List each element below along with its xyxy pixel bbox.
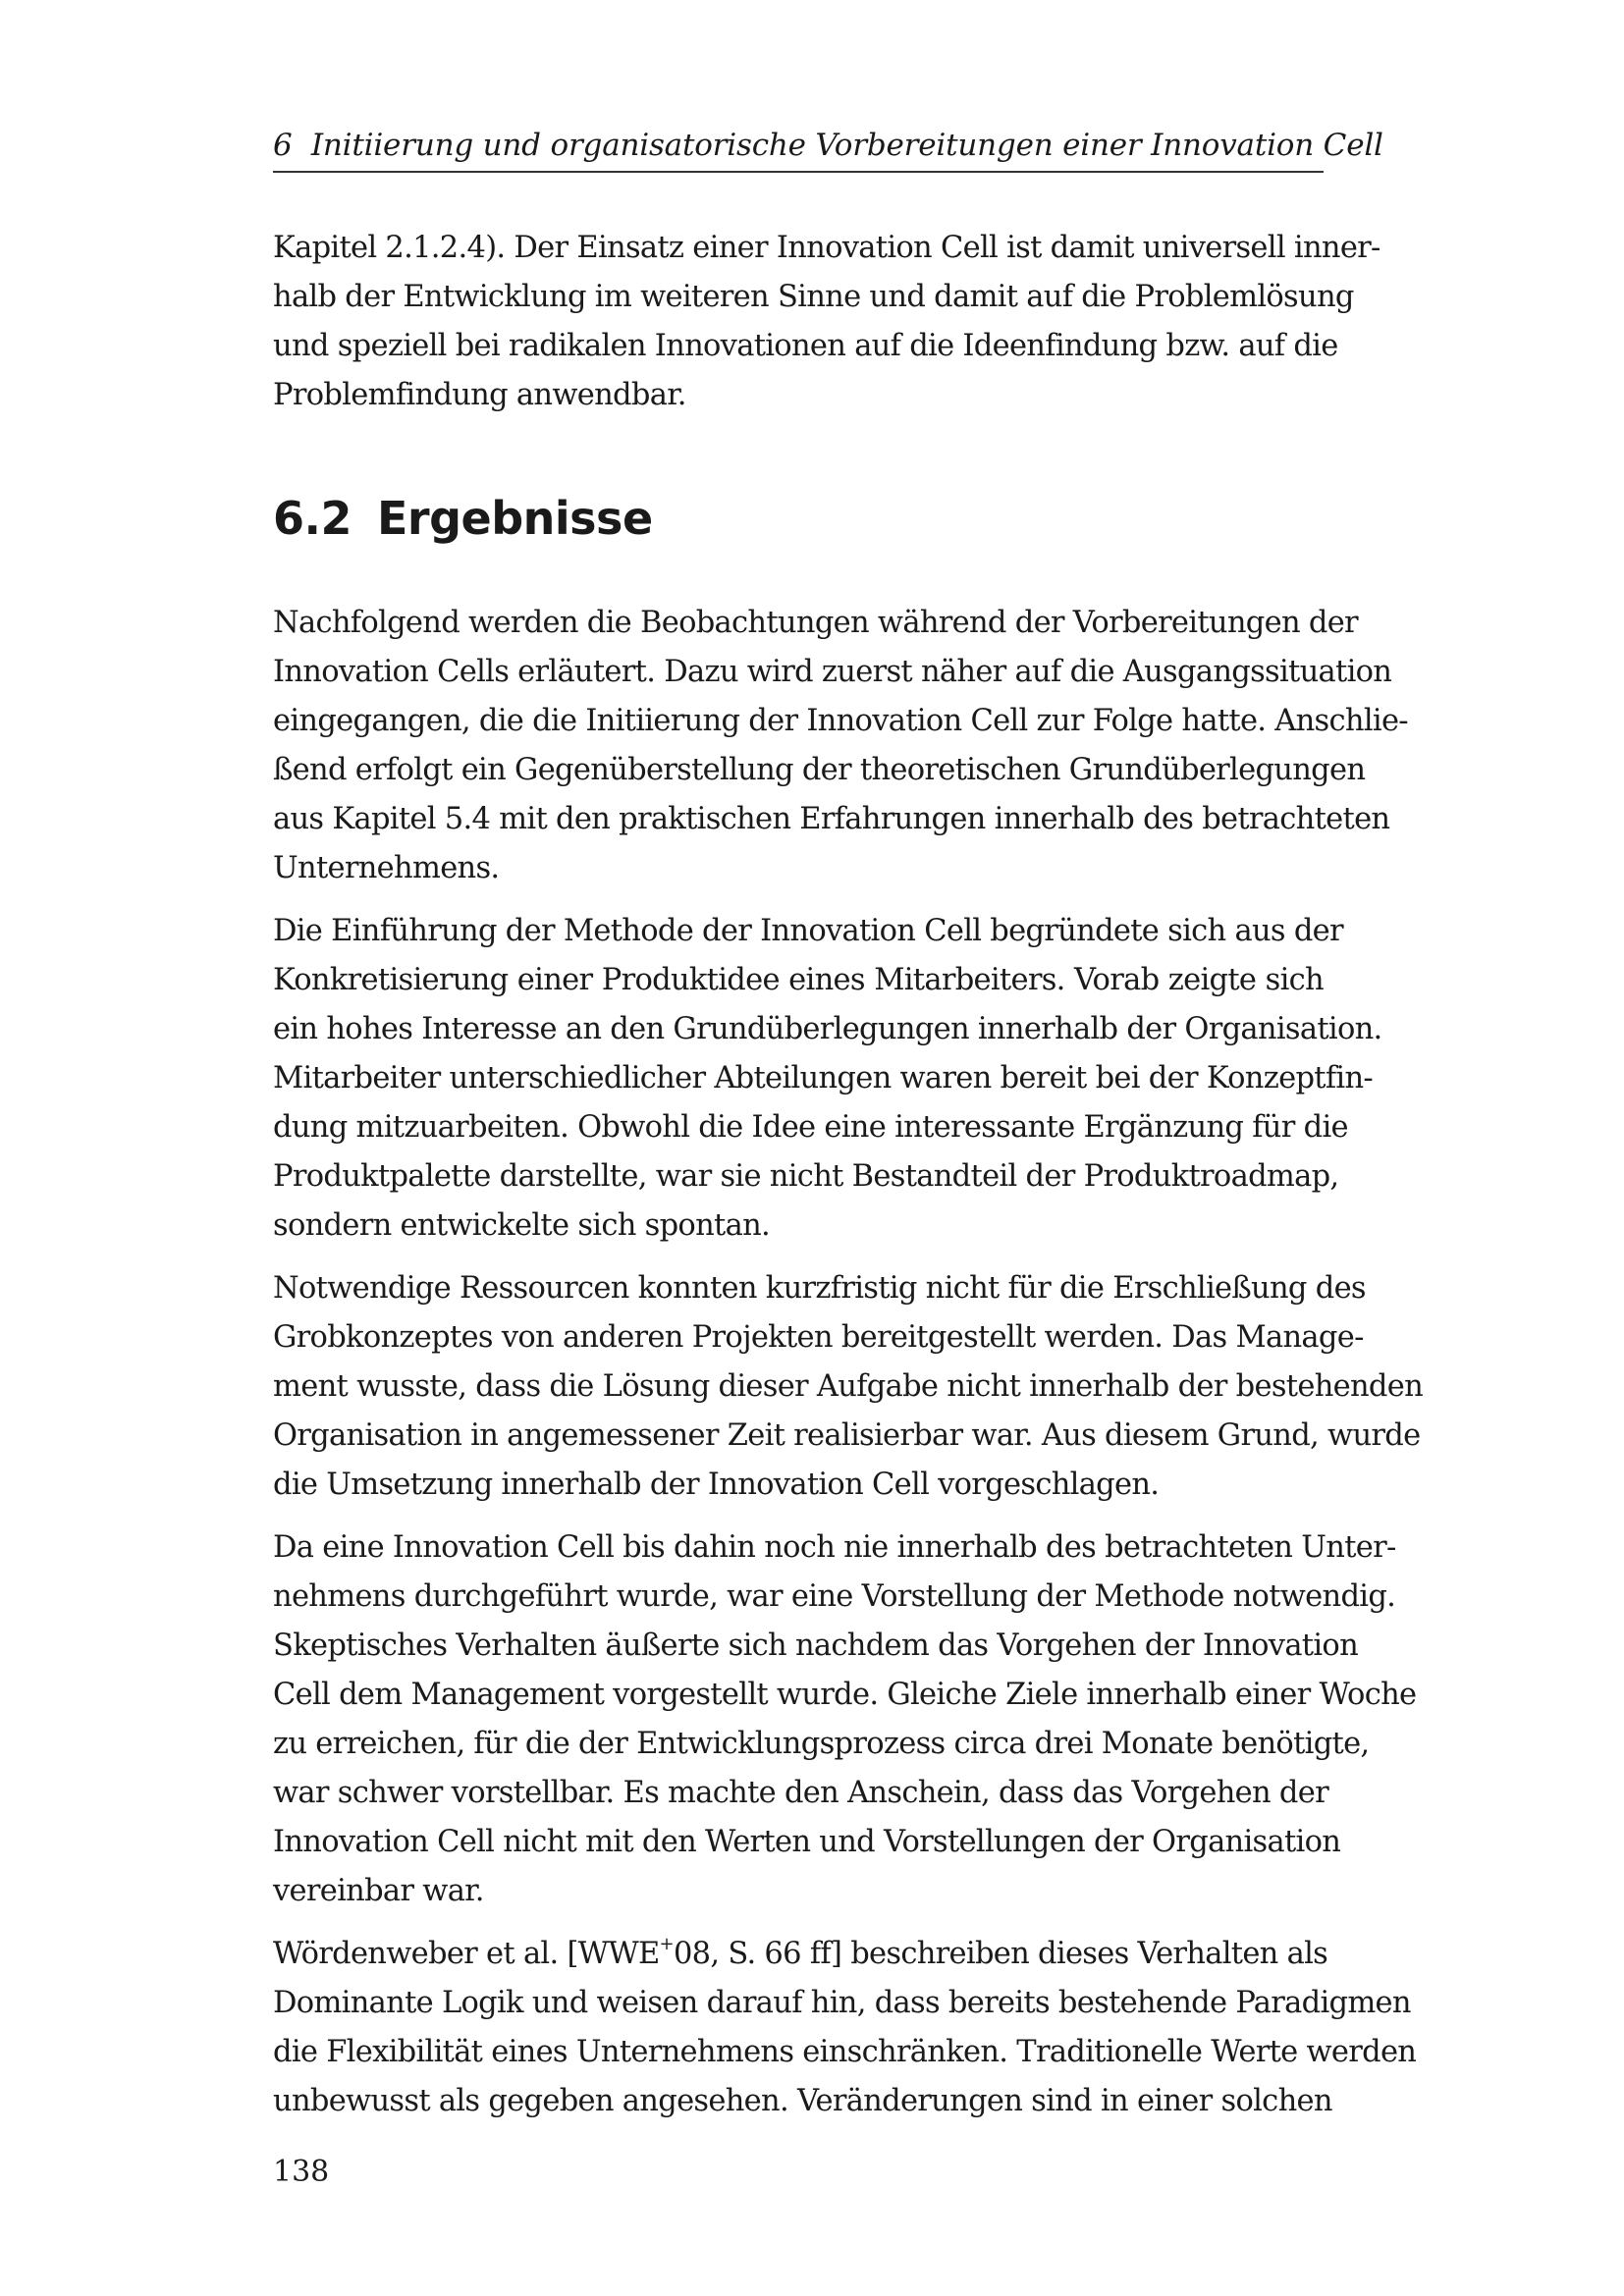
text-line: sondern entwickelte sich spontan. (273, 1208, 771, 1243)
text-line: die Umsetzung innerhalb der Innovation Cell vorgeschlagen. (273, 1468, 1160, 1502)
paragraph (273, 907, 1382, 1251)
text-line: Organisation in angemessener Zeit realisierbar war. Aus diesem Grund, wurde (273, 1418, 1421, 1453)
paragraph (273, 599, 1408, 893)
text-line: dung mitzuarbeiten. Obwohl die Idee eine interessante Ergänzung für die (273, 1110, 1348, 1145)
citation-superscript: + (659, 1934, 674, 1954)
paragraph (273, 1264, 1424, 1510)
text-line: Die Einführung der Methode der Innovation Cell begründete sich aus der (273, 914, 1343, 948)
text-line: Innovation Cells erläutert. Dazu wird zuerst näher auf die Ausgangssituation (273, 655, 1392, 689)
text-line: nehmens durchgeführt wurde, war eine Vorstellung der Methode notwendig. (273, 1579, 1396, 1614)
paragraph (273, 1523, 1417, 1916)
chapter-title: Initiierung und organisatorische Vorbereitungen einer Innovation Cell (310, 128, 1383, 163)
text-line: Produktpalette darstellte, war sie nicht Bestandteil der Produktroadmap, (273, 1159, 1339, 1194)
section-heading (273, 489, 1324, 548)
text-line: unbewusst als gegeben angesehen. Veränderungen sind in einer solchen (273, 2084, 1332, 2118)
text-line: ßend erfolgt ein Gegenüberstellung der theoretischen Grundüberlegungen (273, 753, 1366, 787)
text-line: eingegangen, die die Initiierung der Innovation Cell zur Folge hatte. Anschlie- (273, 704, 1408, 738)
text-line: Unternehmens. (273, 851, 500, 885)
page-body (273, 224, 1424, 2140)
text-line (273, 1930, 1328, 1979)
text-line: Grobkonzeptes von anderen Projekten bereitgestellt werden. Das Manage- (273, 1320, 1364, 1355)
text-fragment: Wördenweber et al. [WWE (273, 1937, 660, 1971)
page-number: 138 (273, 2155, 330, 2189)
text-line: war schwer vorstellbar. Es machte den Anschein, dass das Vorgehen der (273, 1776, 1328, 1810)
text-line: Mitarbeiter unterschiedlicher Abteilungen waren bereit bei der Konzeptfin- (273, 1061, 1374, 1095)
text-line: Cell dem Management vorgestellt wurde. Gleiche Ziele innerhalb einer Woche (273, 1678, 1417, 1712)
text-line: Innovation Cell nicht mit den Werten und Vorstellungen der Organisation (273, 1825, 1341, 1859)
section-title: Ergebnisse (377, 492, 653, 545)
text-fragment: 08, S. 66 ff] beschreiben dieses Verhalten als (673, 1937, 1328, 1971)
text-line: und speziell bei radikalen Innovationen auf die Ideenfindung bzw. auf die (273, 329, 1338, 363)
text-line: Nachfolgend werden die Beobachtungen während der Vorbereitungen der (273, 606, 1358, 640)
intro-paragraph (273, 224, 1380, 420)
text-line: zu erreichen, für die der Entwicklungsprozess circa drei Monate benötigte, (273, 1727, 1370, 1761)
section-number: 6.2 (273, 492, 352, 545)
text-line: halb der Entwicklung im weiteren Sinne und damit auf die Problemlösung (273, 280, 1354, 314)
paragraph (273, 1930, 1417, 2126)
text-line: Kapitel 2.1.2.4). Der Einsatz einer Innovation Cell ist damit universell inner- (273, 231, 1380, 265)
text-line: Skeptisches Verhalten äußerte sich nachdem das Vorgehen der Innovation (273, 1629, 1359, 1663)
text-line: ein hohes Interesse an den Grundüberlegungen innerhalb der Organisation. (273, 1012, 1382, 1046)
text-line: ment wusste, dass die Lösung dieser Aufgabe nicht innerhalb der bestehenden (273, 1369, 1424, 1404)
text-line: Konkretisierung einer Produktidee eines Mitarbeiters. Vorab zeigte sich (273, 963, 1324, 997)
chapter-number: 6 (273, 128, 293, 163)
text-line: Problemfindung anwendbar. (273, 378, 686, 412)
text-line: die Flexibilität eines Unternehmens einschränken. Traditionelle Werte werden (273, 2035, 1417, 2069)
running-header (273, 126, 1383, 173)
text-line: Dominante Logik und weisen darauf hin, dass bereits bestehende Paradigmen (273, 1986, 1411, 2020)
text-line: Da eine Innovation Cell bis dahin noch nie innerhalb des betrachteten Unter- (273, 1530, 1396, 1565)
text-line: Notwendige Ressourcen konnten kurzfristig nicht für die Erschließung des (273, 1271, 1366, 1306)
text-line: aus Kapitel 5.4 mit den praktischen Erfahrungen innerhalb des betrachteten (273, 802, 1390, 836)
text-line: vereinbar war. (273, 1874, 484, 1908)
